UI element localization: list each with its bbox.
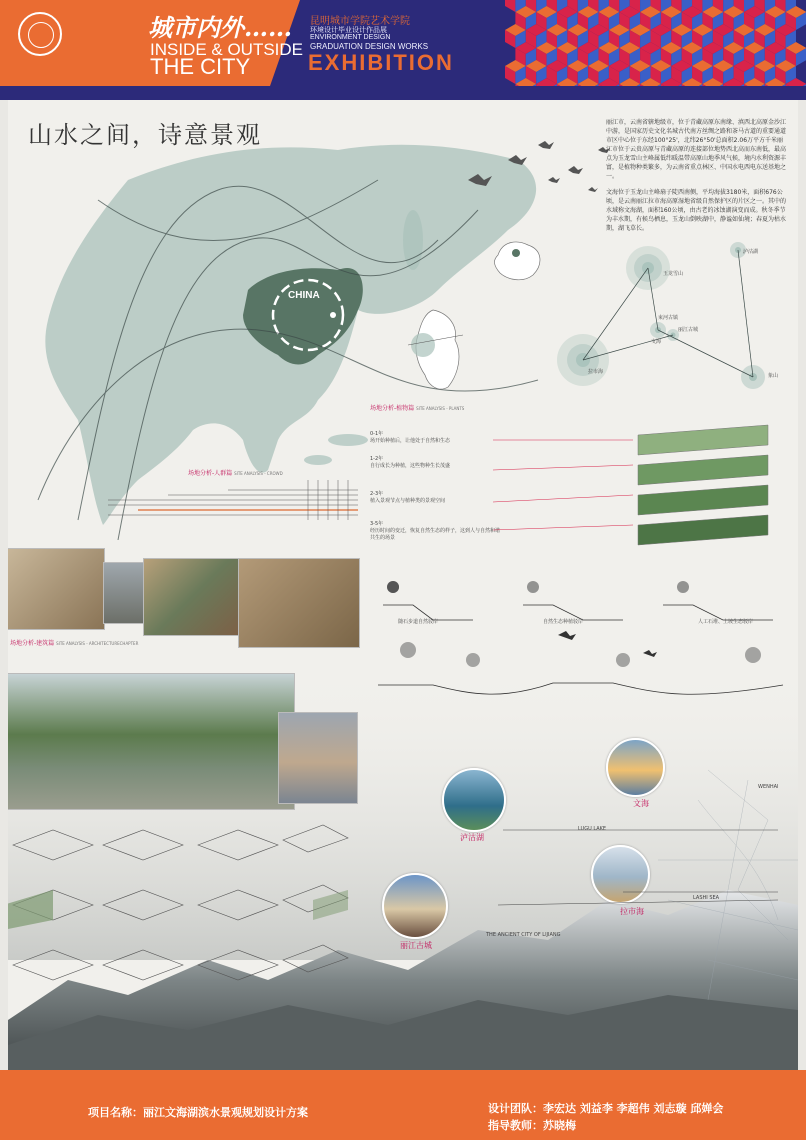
school-seal-icon: [18, 12, 62, 56]
place-label-wenhai: 文海: [633, 799, 649, 808]
place-label-lugu: 泸沽湖: [460, 833, 484, 842]
logo-chinese: 城市内外……: [148, 13, 292, 42]
china-label: CHINA: [288, 290, 320, 301]
cube-face: [505, 0, 515, 12]
photo-lake-visitors: [278, 712, 358, 804]
map-label-wenhai: 文海: [651, 339, 662, 345]
intro-paragraph-2: 文海位于玉龙山主峰扇子陡西南侧，平均海拔3180米，面积676公顷，是云南丽江拉市海高原湿地省级自然保护区的片区之一。其中的水域称文海湖，面积160公顷，由古老的冰蚀湖演变而成。秋冬季节为丰水期，有候鸟栖息，玉龙山倒映湖中，静谧如仙境；春夏为枯水期，湖飞草长。: [606, 189, 787, 232]
place-en-lugu: LUGU LAKE: [578, 826, 607, 832]
place-photo-wenhai: [606, 738, 665, 797]
footer-bar: [0, 1070, 806, 1140]
embankment-sections: [373, 565, 788, 715]
poster-body: [8, 100, 798, 1070]
map-label-yulong: 玉龙雪山: [663, 271, 684, 277]
photo-stone-carving: [238, 558, 360, 648]
intro-paragraph-1: 丽江市，云南省辖地级市，位于青藏高原东南缘、滇西北高原金沙江中游，是国家历史文化名城古代南方丝绸之路和茶马古道的重要通道市区中心位于东经100°25'，北纬26°50'总面积2.06万平方千米丽江市位于云贵高原与青藏高原的连接部位地势西北高而东南低，最高点为玉龙雪山主峰属低纬暖温带高原山地季风气候，境内水利资源丰富，是植物种类繁多，为云南省重点林区、中国水电西电东送基地之一。: [606, 119, 787, 180]
crowd-heading: 场地分析-人群篇 SITE ANALYSIS - CROWD: [188, 470, 283, 477]
lijiang-city-map: [403, 305, 473, 395]
isometric-design-grid: [8, 810, 353, 1000]
cube-pattern: [505, 0, 806, 86]
header-banner: [0, 0, 806, 100]
section-title: 山水之间，诗意景观: [28, 121, 262, 149]
birds-illustration: [448, 120, 628, 210]
section-note-2: 自然生态种植驳岸: [543, 619, 584, 625]
logo-english-line2: THE CITY: [150, 54, 251, 79]
project-name: 项目名称：丽江文海湖滨水景观规划设计方案: [88, 1106, 308, 1119]
plants-stage-3: 3-5年 经历时间的变迁，恢复自然生态的样子，这到人与自然和谐共生的场景: [370, 521, 501, 541]
plants-stage-0: 0-1年 场开始种植后，让他处于自然和生态: [370, 431, 451, 444]
section-note-1: 随石步道自然驳岸: [398, 619, 439, 625]
plants-stage-2: 2-3年 植入景观节点与植种类的景观空间: [370, 491, 446, 504]
place-connector-lines: [388, 800, 798, 940]
school-name: 昆明城市学院艺术学院: [310, 16, 410, 27]
plants-stage-1: 1-2年 自行成长为种植，这些物种生长茂盛: [370, 456, 451, 469]
exhibition-cn: 环境设计毕业设计作品展: [310, 27, 387, 34]
map-label-lashi: 拉市海: [588, 369, 604, 375]
logo-english-line1: INSIDE & OUTSIDE: [150, 40, 304, 59]
place-en-old-town: THE ANCIENT CITY OF LIJIANG: [486, 932, 561, 938]
crowd-timeline: [108, 475, 368, 540]
yunnan-province-map: [488, 235, 548, 285]
architecture-heading: 场地分析-建筑篇 SITE ANALYSIS - ARCHITECTURECHAPTER: [10, 640, 139, 647]
place-en-lashi: LASHI SEA: [693, 895, 720, 901]
graduation-works: GRADUATION DESIGN WORKS: [310, 42, 429, 51]
exhibition-title: EXHIBITION: [308, 50, 454, 75]
env-design: ENVIRONMENT DESIGN: [310, 34, 391, 41]
map-label-old-town: 丽江古城: [678, 327, 699, 333]
section-note-3: 人工石堆、土坡生态驳岸: [698, 619, 754, 625]
map-label-shuhe: 束河古镇: [658, 315, 679, 321]
photo-lake-cattle: [8, 673, 295, 810]
design-team: 设计团队：李宏达 刘益李 李超伟 刘志璇 邱婵会: [488, 1102, 724, 1115]
map-label-lugu: 泸沽湖: [743, 249, 759, 255]
place-en-wenhai: WENHAI: [758, 784, 779, 790]
plants-heading: 场地分析-植物篇 SITE ANALYSIS - PLANTS: [370, 405, 465, 412]
place-label-old-town: 丽江古城: [400, 941, 432, 950]
map-label-xiangshan: 象山: [768, 373, 779, 379]
photo-visitors: [103, 562, 145, 624]
place-label-lashi: 拉市海: [620, 907, 644, 916]
plant-growth-diagram: [488, 420, 778, 560]
photo-mosaic-wall: [143, 558, 240, 636]
photo-wall-relief: [8, 548, 105, 630]
advisor: 指导教师：苏晓梅: [488, 1119, 576, 1132]
